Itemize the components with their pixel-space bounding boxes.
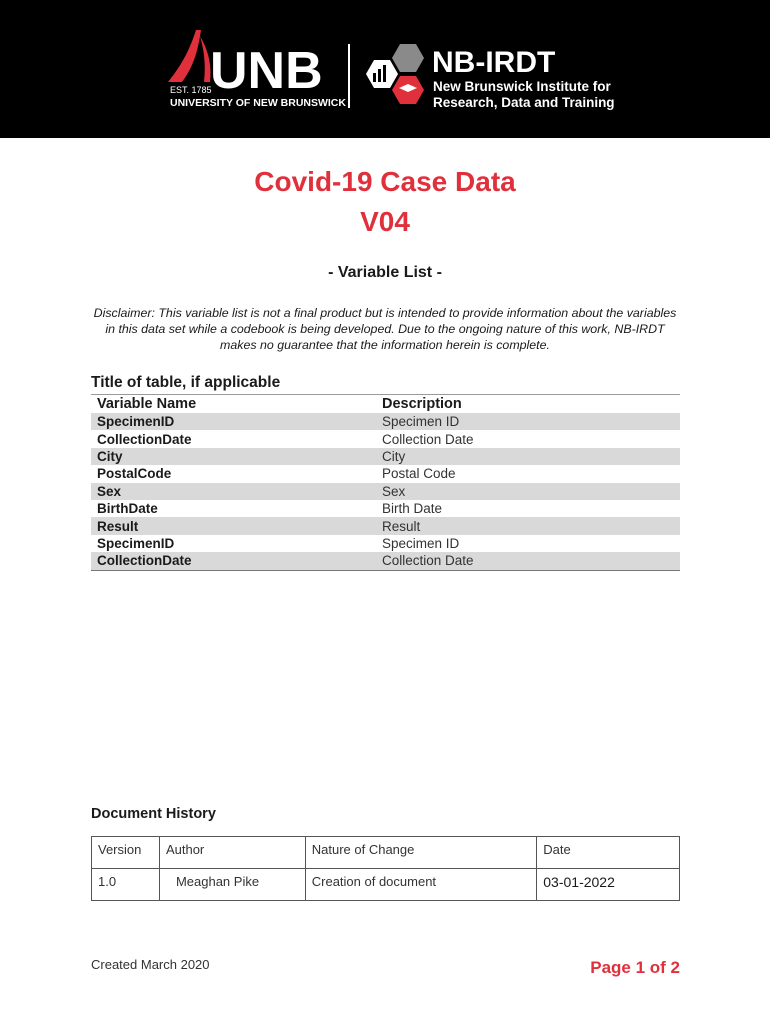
history-row xyxy=(92,869,680,901)
bar-glyph xyxy=(373,73,376,82)
history-author: Meaghan Pike xyxy=(159,869,305,901)
unb-name: UNIVERSITY OF NEW BRUNSWICK xyxy=(170,97,346,109)
history-header-author: Author xyxy=(159,837,305,869)
header-logos xyxy=(0,0,770,138)
variable-description: Specimen ID xyxy=(382,414,460,430)
variable-name: BirthDate xyxy=(97,501,158,517)
history-header-date: Date xyxy=(537,837,680,869)
variable-description: Postal Code xyxy=(382,466,456,482)
table-row xyxy=(91,535,680,552)
variable-name: CollectionDate xyxy=(97,431,192,447)
page-number: Page 1 of 2 xyxy=(590,958,680,977)
history-header-change: Nature of Change xyxy=(305,837,537,869)
table-row xyxy=(91,552,680,569)
variable-name: SpecimenID xyxy=(97,414,175,430)
variable-name: Result xyxy=(97,518,139,534)
table-row xyxy=(91,413,680,430)
history-header-version: Version xyxy=(92,837,160,869)
history-change: Creation of document xyxy=(305,869,537,901)
table-row xyxy=(91,430,680,447)
unb-sail-logo-2 xyxy=(200,36,211,82)
unb-est: EST. 1785 xyxy=(170,85,212,95)
variable-description: Collection Date xyxy=(382,553,474,569)
document-history-table xyxy=(91,836,680,901)
variable-description: Collection Date xyxy=(382,431,474,447)
variable-description: Birth Date xyxy=(382,501,443,517)
table-title: Title of table, if applicable xyxy=(91,374,281,391)
hex-bars-icon xyxy=(366,60,398,88)
variable-name: PostalCode xyxy=(97,466,172,482)
variable-description: City xyxy=(382,448,406,464)
bar-glyph xyxy=(383,65,386,82)
variable-table xyxy=(91,394,680,571)
logo-divider xyxy=(348,44,350,108)
table-row xyxy=(91,448,680,465)
variable-name: City xyxy=(97,448,123,464)
footer-created: Created March 2020 xyxy=(91,957,210,972)
document-history-title: Document History xyxy=(91,806,216,822)
disclaimer-text: Disclaimer: This variable list is not a final product but is intended to provide information about the variables in this data set while a codebook is being developed. Due to the ongoing nature of this work, NB-IRDT makes no guarantee that the information herein is complete. xyxy=(93,306,677,352)
history-version: 1.0 xyxy=(92,869,160,901)
irdt-line1: New Brunswick Institute for xyxy=(433,79,611,94)
history-date: 03-01-2022 xyxy=(537,869,680,901)
document-title: Covid-19 Case Data xyxy=(254,166,516,197)
variable-name: SpecimenID xyxy=(97,535,175,551)
history-header-row xyxy=(92,837,680,869)
document-version: V04 xyxy=(360,206,410,237)
header-variable-name: Variable Name xyxy=(97,396,197,412)
unb-wordmark: UNB xyxy=(210,42,323,100)
table-row xyxy=(91,465,680,482)
unb-sail-logo xyxy=(168,30,201,82)
table-row xyxy=(91,517,680,534)
irdt-wordmark: NB-IRDT xyxy=(432,46,556,79)
irdt-line2: Research, Data and Training xyxy=(433,95,615,110)
variable-name: CollectionDate xyxy=(97,553,192,569)
document-subtitle: - Variable List - xyxy=(328,264,442,281)
table-row xyxy=(91,500,680,517)
variable-description: Result xyxy=(382,518,421,534)
bar-glyph xyxy=(378,69,381,82)
variable-description: Specimen ID xyxy=(382,535,460,551)
hex-link-icon xyxy=(392,44,424,72)
variable-description: Sex xyxy=(382,483,406,499)
variable-name: Sex xyxy=(97,483,122,499)
table-row xyxy=(91,483,680,500)
variable-table-header xyxy=(91,395,680,413)
header-description: Description xyxy=(382,396,462,412)
